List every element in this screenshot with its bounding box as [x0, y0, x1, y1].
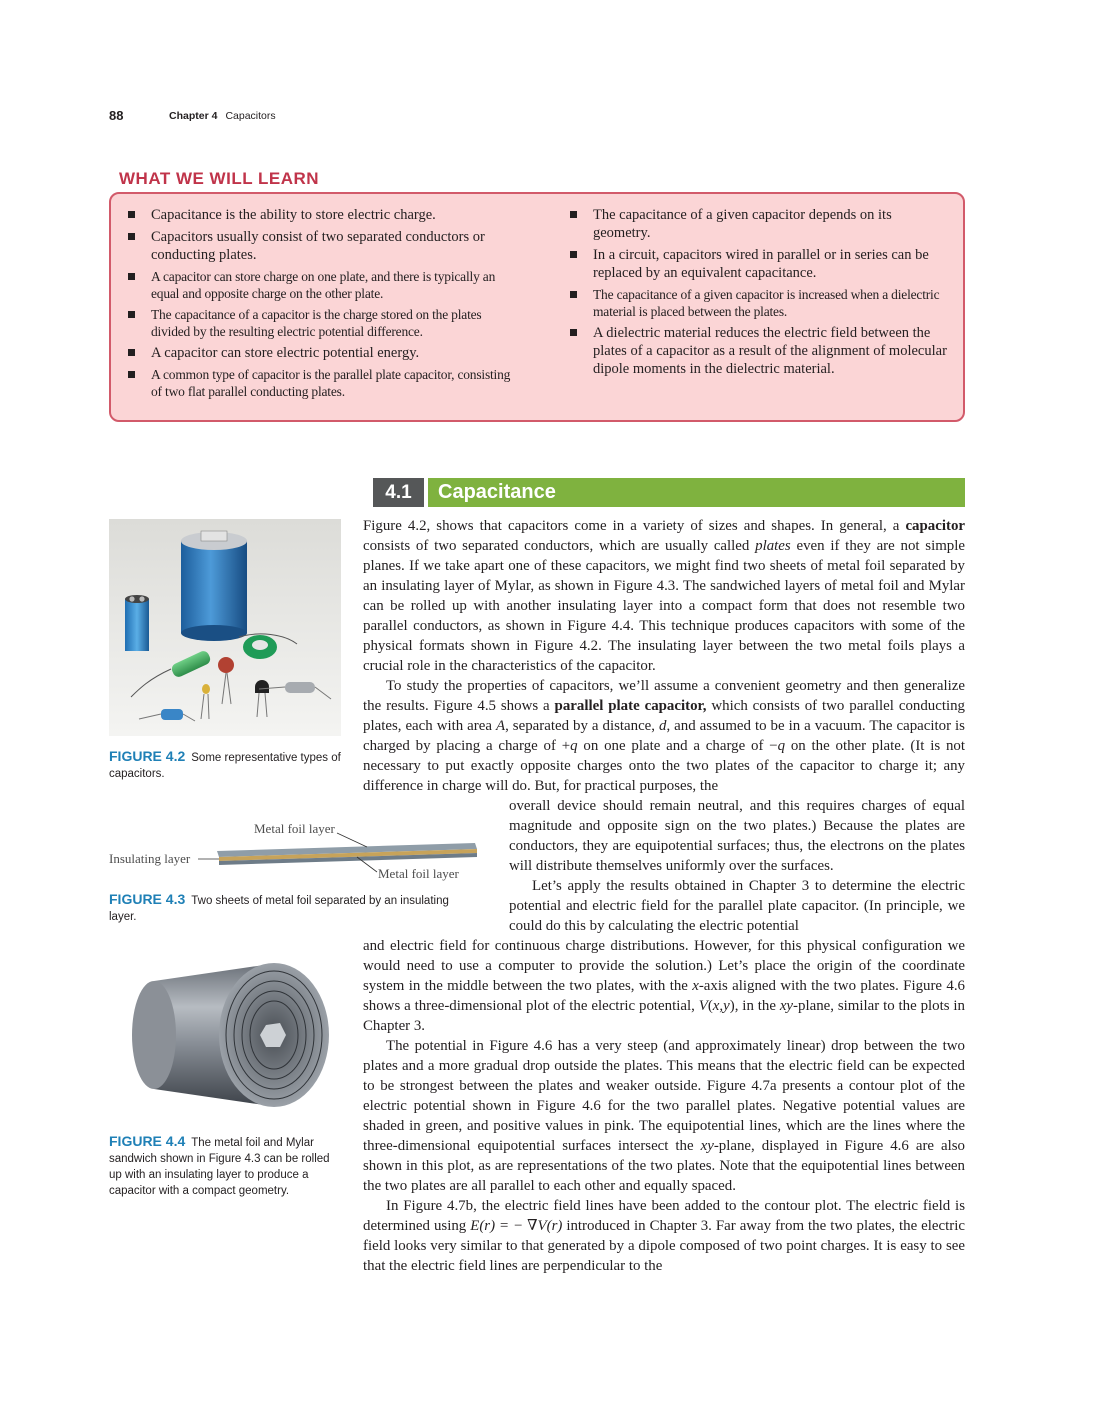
learn-item: Capacitors usually consist of two separated conductors or conducting plates. [125, 228, 515, 264]
paragraph-5: In Figure 4.7b, the electric field lines have been added to the contour plot. The electric field is determined using E(r) = − ∇V(r) introduced in Chapter 3. Far away from the two plates, the electric field looks very similar to that generated by a dipole composed of two point charges. It is easy to see that the electric field lines are perpendicular to the [363, 1198, 965, 1274]
learn-item: The capacitance of a given capacitor depends on its geometry. [567, 206, 952, 242]
field-equation: E(r) = − ∇V(r) [470, 1218, 563, 1234]
learn-column-left [125, 206, 515, 404]
learn-box [109, 192, 965, 422]
figure-4-3-caption [109, 891, 479, 925]
chapter-number: Chapter 4 [169, 110, 218, 122]
body-column-top [363, 516, 965, 796]
paragraph-4: The potential in Figure 4.6 has a very steep (and approximately linear) drop between the two plates and a more gradual drop outside the plates. This means that the electric field can be expected to be strongest between the plates and weaker outside. Figure 4.7a presents a contour plot of the electric potential shown in Figure 4.6 for the two parallel plates. Negative potential values are shaded in green, and positive values in pink. The equipotential lines, which are the lines where the three-dimensional equipotential surfaces intersect the xy-plane, displayed in Figure 4.6 are also shown in this plot, as are representations of the two plates. Note that the equipotential lines between the two plates are all parallel to each other and equally spaced. [363, 1038, 965, 1194]
figure-4-4-caption [109, 1133, 344, 1199]
chapter-label [169, 110, 276, 122]
paragraph-2-continued: overall device should remain neutral, and this requires charges of equal magnitude and opposite sign on the two plates.) Because the plates are conductors, they are equipotential surfaces; thus, the electrons on the plates will distribute themselves uniformly over the surfaces. [509, 798, 965, 874]
figure-4-3-text: Two sheets of metal foil separated by an insulating layer. [109, 895, 449, 923]
paragraph-3-continued: and electric field for continuous charge distributions. However, for this physical configuration we would need to use a computer to provide the solution.) Let’s place the origin of the coordinate system in the middle between the two plates, with the x-axis aligned with the two plates. Figure 4.6 shows a three-dimensional plot of the electric potential, V(x,y), in the xy-plane, similar to the plots in Chapter 3. [363, 938, 966, 1034]
learn-item: A dielectric material reduces the electric field between the plates of a capacitor as a result of the alignment of molecular dipole moments in the dielectric material. [567, 324, 952, 378]
learn-item: In a circuit, capacitors wired in parallel or in series can be replaced by an equivalent capacitance. [567, 246, 952, 282]
figure-4-4-label: FIGURE 4.4 [109, 1133, 186, 1149]
body-column-bottom [363, 936, 965, 1276]
chapter-title: Capacitors [225, 110, 276, 122]
paragraph-1: Figure 4.2, shows that capacitors come in a variety of sizes and shapes. In general, a capacitor consists of two separated conductors, which are usually called plates even if they are not simple planes. If we take apart one of these capacitors, we might find two sheets of metal foil separated by an insulating layer of Mylar, as shown in Figure 4.3. The sandwiched layers of metal foil and Mylar can be rolled up with another insulating layer into a compact form that does not resemble two parallel conductors, as shown in Figure 4.4. This technique produces capacitors with some of the physical formats shown in Figure 4.2. The insulating layer between the two metal foils plays a crucial role in the characteristics of the capacitor. [363, 518, 965, 674]
capacitors-photo [109, 519, 341, 736]
section-number: 4.1 [373, 478, 424, 507]
learn-item: The capacitance of a capacitor is the charge stored on the plates divided by the resulting electric potential difference. [125, 306, 515, 340]
label-metal-foil-bottom: Metal foil layer [378, 866, 459, 881]
learn-item: A capacitor can store charge on one plate, and there is typically an equal and opposite charge on the other plate. [125, 268, 515, 302]
learn-column-right [567, 206, 952, 382]
learn-item: A common type of capacitor is the parallel plate capacitor, consisting of two flat parallel conducting plates. [125, 366, 515, 400]
section-title: Capacitance [438, 481, 556, 503]
learn-title: WHAT WE WILL LEARN [119, 169, 320, 188]
figure-4-3-label: FIGURE 4.3 [109, 891, 186, 907]
figure-4-2-text: Some representative types of capacitors. [109, 752, 341, 780]
figure-4-2-caption [109, 748, 344, 782]
paragraph-2: To study the properties of capacitors, we’ll assume a convenient geometry and then generalize the results. Figure 4.5 shows a parallel plate capacitor, which consists of two parallel conducting plates, each with area A, separated by a distance, d, and assumed to be in a vacuum. The capacitor is charged by placing a charge of +q on one plate and a charge of −q on the other plate. (It is not necessary to put exactly opposite charges onto the two plates of the capacitor to charge it; any difference in charge will do. But, for practical purposes, the [363, 678, 965, 794]
label-insulating-layer: Insulating layer [109, 851, 191, 866]
page-number: 88 [109, 108, 124, 123]
learn-item: A capacitor can store electric potential energy. [125, 344, 515, 362]
section-heading [373, 478, 965, 507]
body-column-narrow [509, 796, 965, 936]
learn-item: The capacitance of a given capacitor is increased when a dielectric material is placed between the plates. [567, 286, 952, 320]
learn-item: Capacitance is the ability to store electric charge. [125, 206, 515, 224]
figure-4-4-text: The metal foil and Mylar sandwich shown in Figure 4.3 can be rolled up with an insulating layer to produce a capacitor with a compact geometry. [109, 1137, 330, 1197]
paragraph-3: Let’s apply the results obtained in Chapter 3 to determine the electric potential and electric field for the parallel plate capacitor. (In principle, we could do this by calculating the electric potential [509, 878, 965, 934]
figure-4-2-label: FIGURE 4.2 [109, 748, 186, 764]
rolled-capacitor-image [114, 957, 344, 1122]
label-metal-foil-top: Metal foil layer [254, 821, 335, 836]
